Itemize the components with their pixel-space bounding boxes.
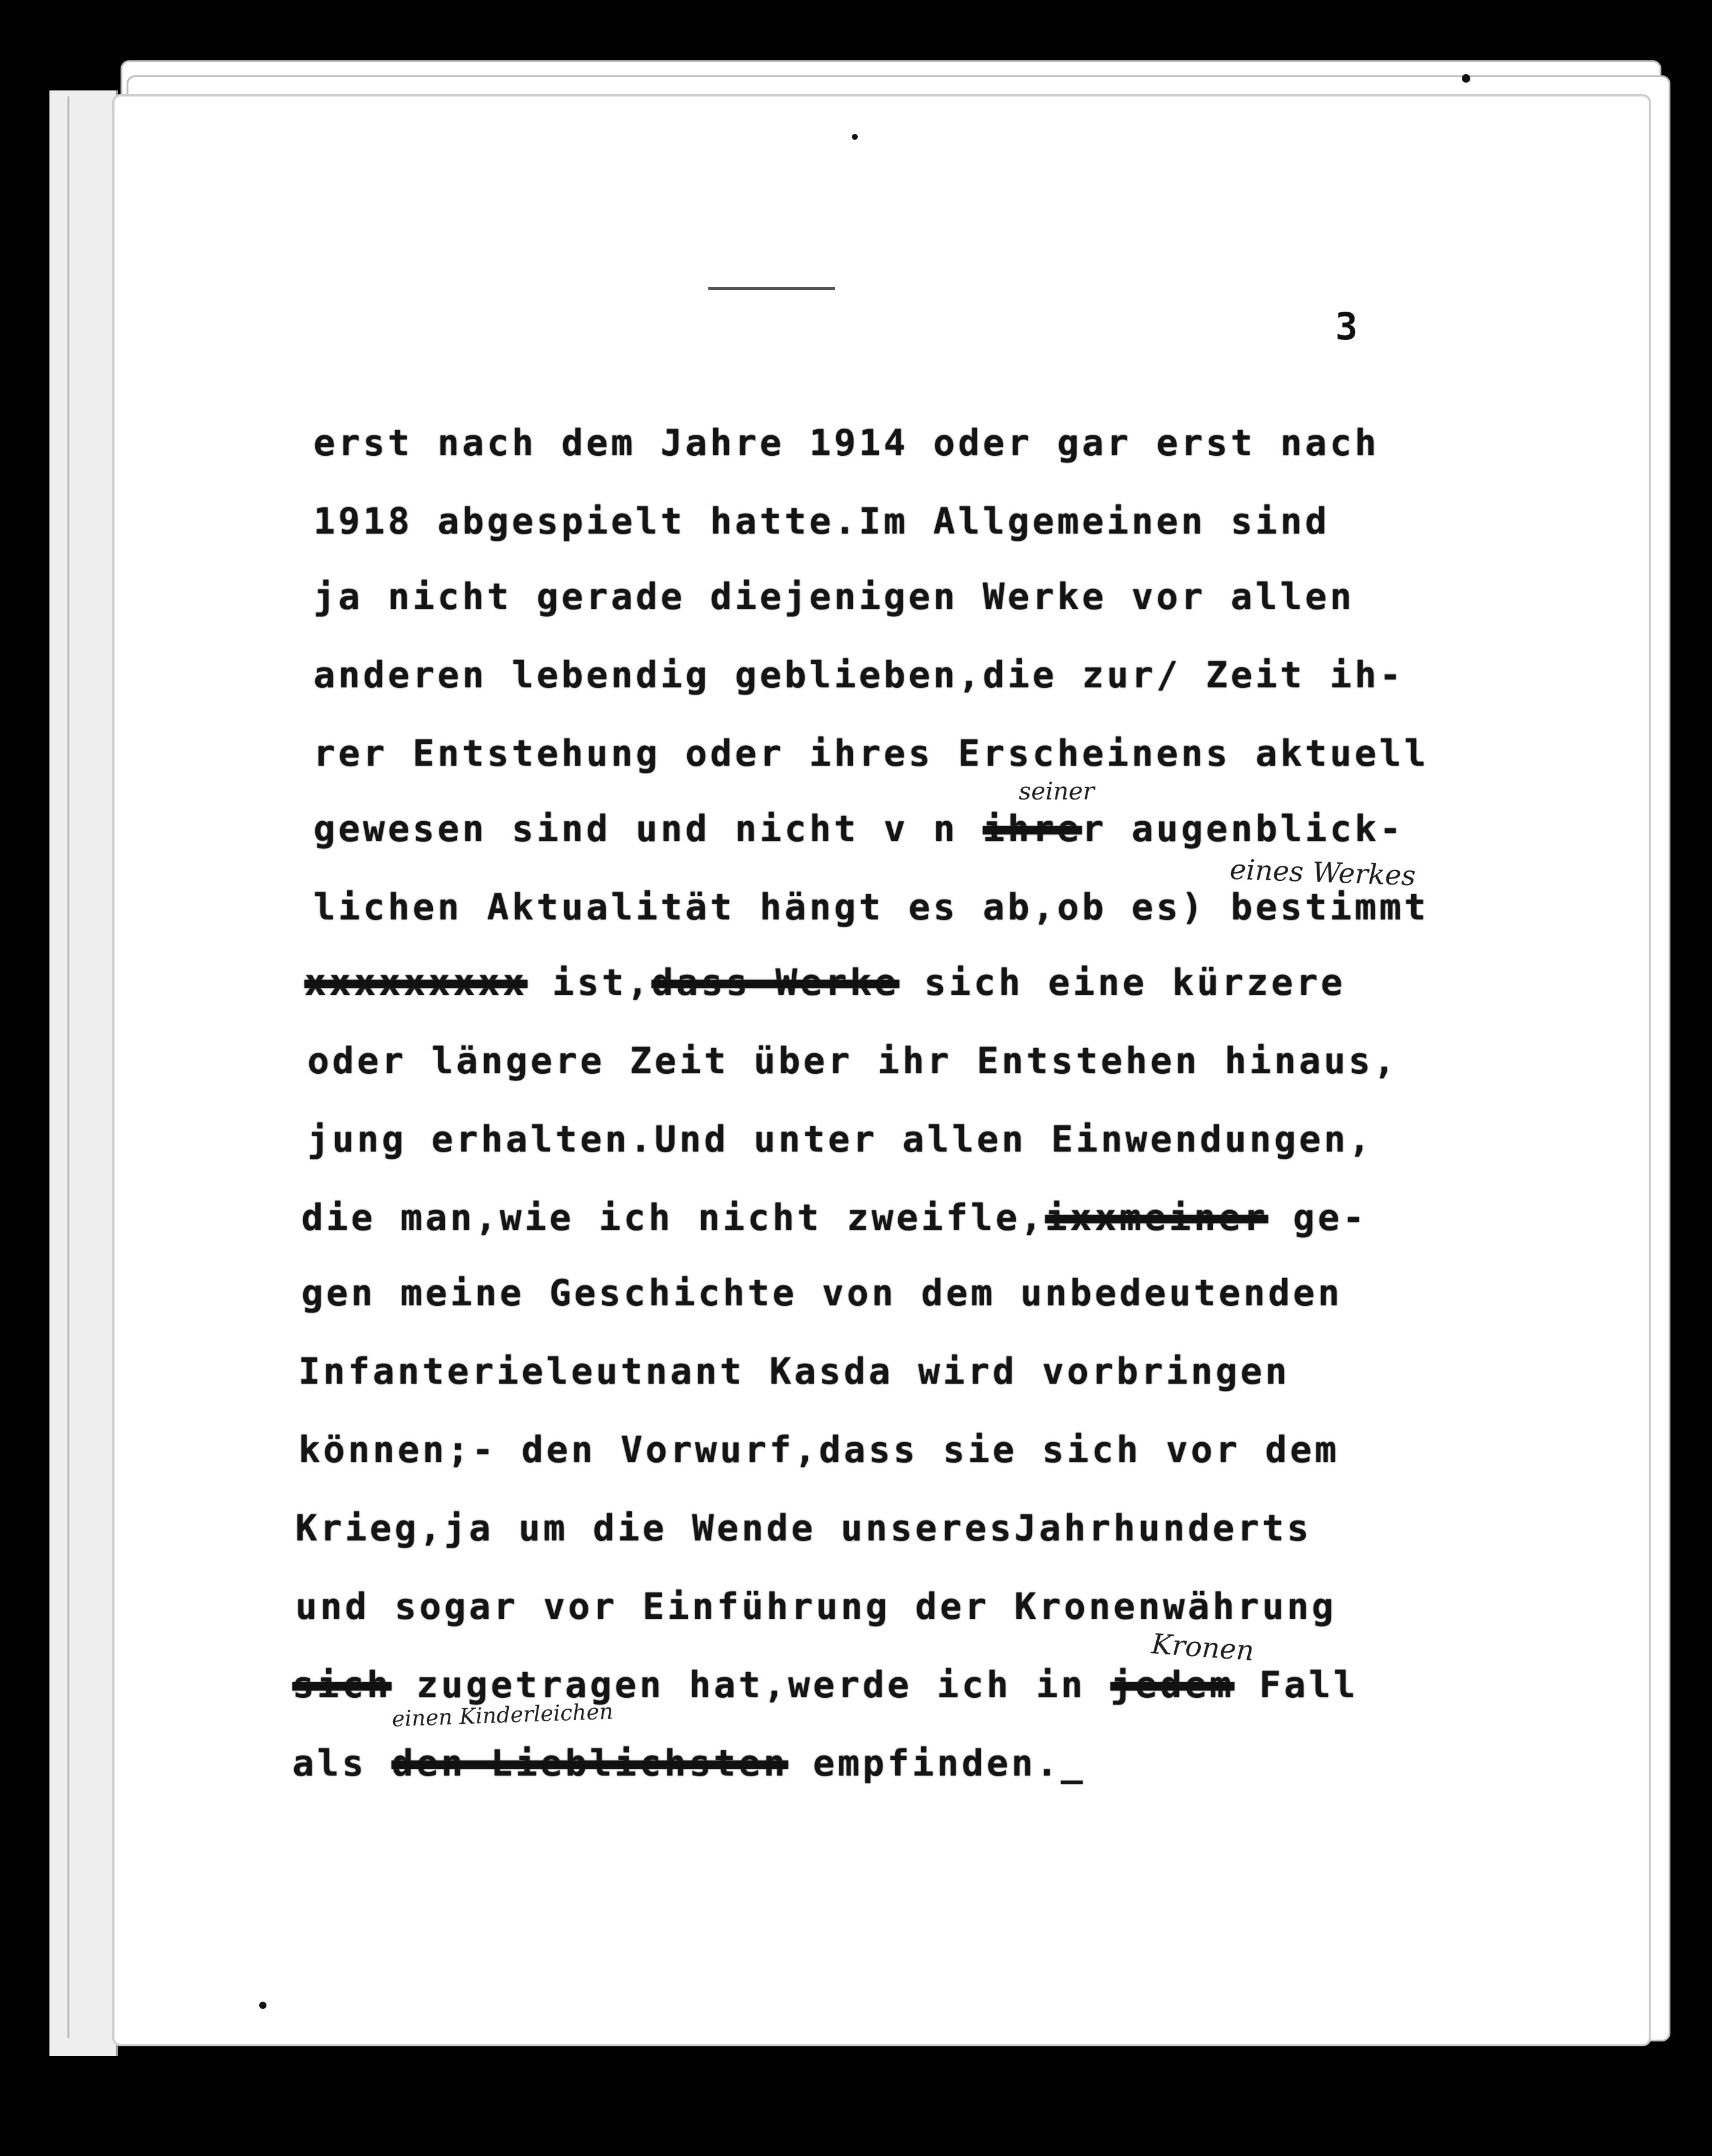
struck-through-text: xxxxxxxxx: [304, 962, 528, 1004]
typed-text: gewesen sind und nicht v n: [313, 808, 983, 850]
left-edge-strip: [49, 90, 118, 2056]
typed-text: anderen lebendig geblieben,die zur/ Zeit ih-: [313, 654, 1405, 696]
struck-through-text: dass Werke: [651, 962, 899, 1004]
typed-line: [301, 1272, 1342, 1314]
typed-text: empfinden._: [788, 1742, 1086, 1785]
typed-line: [307, 1118, 1373, 1161]
typed-text: 1918 abgespielt hatte.Im Allgemeinen sind: [313, 500, 1330, 543]
left-edge-inner: [68, 96, 105, 2038]
typed-text: erst nach dem Jahre 1914 oder gar erst nach: [313, 422, 1380, 464]
typed-line: [298, 1351, 1290, 1393]
typed-text: ge-: [1268, 1197, 1368, 1239]
typed-text: ist,: [527, 962, 652, 1004]
typed-text: können;- den Vorwurf,dass sie sich vor dem: [298, 1429, 1340, 1471]
struck-through-text: den Lieblichsten: [391, 1742, 788, 1785]
ink-dot: [259, 2002, 266, 2009]
struck-through-text: ihre: [983, 808, 1082, 850]
typed-line: [292, 1742, 1086, 1785]
typed-text: die man,wie ich nicht zweifle,: [301, 1197, 1045, 1239]
typed-line: [313, 886, 1429, 928]
typed-line: [313, 733, 1429, 775]
typed-line: [304, 962, 1345, 1004]
typed-text: sich eine kürzere: [899, 962, 1346, 1004]
ink-dot: [1462, 74, 1470, 83]
handwritten-annotation-kronen: Kronen: [1150, 1627, 1256, 1667]
typed-line: [301, 1197, 1367, 1239]
typed-text: oder längere Zeit über ihr Entstehen hinaus,: [307, 1040, 1399, 1082]
typed-text: ja nicht gerade diejenigen Werke vor allen: [313, 576, 1355, 618]
typed-line: [313, 422, 1379, 464]
typed-text: rer Entstehung oder ihres Erscheinens aktuell: [313, 733, 1429, 775]
typed-line: [313, 500, 1330, 543]
typed-text: r augenblick-: [1081, 808, 1405, 850]
typed-line: [307, 1040, 1398, 1082]
typed-text: Krieg,ja um die Wende unseresJahrhunderts: [295, 1507, 1312, 1549]
typed-text: zugetragen hat,werde ich in: [391, 1664, 1111, 1706]
typed-line: [292, 1664, 1358, 1706]
handwritten-annotation-kinderleichen: einen Kinderleichen: [391, 1699, 614, 1732]
pen-stroke: [708, 287, 835, 290]
typed-text: lichen Aktualität hängt es ab,ob es) bestimmt: [313, 886, 1429, 928]
handwritten-annotation-werkes: eines Werkes: [1229, 853, 1417, 892]
typed-line: [298, 1429, 1339, 1471]
struck-through-text: jedem: [1110, 1664, 1235, 1706]
typed-text: Infanterieleutnant Kasda wird vorbringen: [298, 1351, 1290, 1393]
typed-line: [313, 808, 1404, 850]
ink-dot: [852, 134, 858, 140]
typed-line: [295, 1507, 1312, 1549]
typed-line: [313, 576, 1355, 618]
struck-through-text: sich: [292, 1664, 392, 1706]
typed-text: jung erhalten.Und unter allen Einwendungen,: [307, 1118, 1374, 1161]
typed-text: gen meine Geschichte von dem unbedeutenden: [301, 1272, 1343, 1314]
struck-through-text: ixxmeiner: [1045, 1197, 1268, 1239]
typed-text: als: [292, 1742, 392, 1785]
page-number: 3: [1335, 304, 1358, 348]
typed-line: [313, 654, 1404, 696]
typed-text: Fall: [1234, 1664, 1359, 1706]
handwritten-annotation-seiner: seiner: [1019, 778, 1095, 805]
typed-text: und sogar vor Einführung der Kronenwährung: [295, 1586, 1337, 1628]
typed-line: [295, 1586, 1336, 1628]
